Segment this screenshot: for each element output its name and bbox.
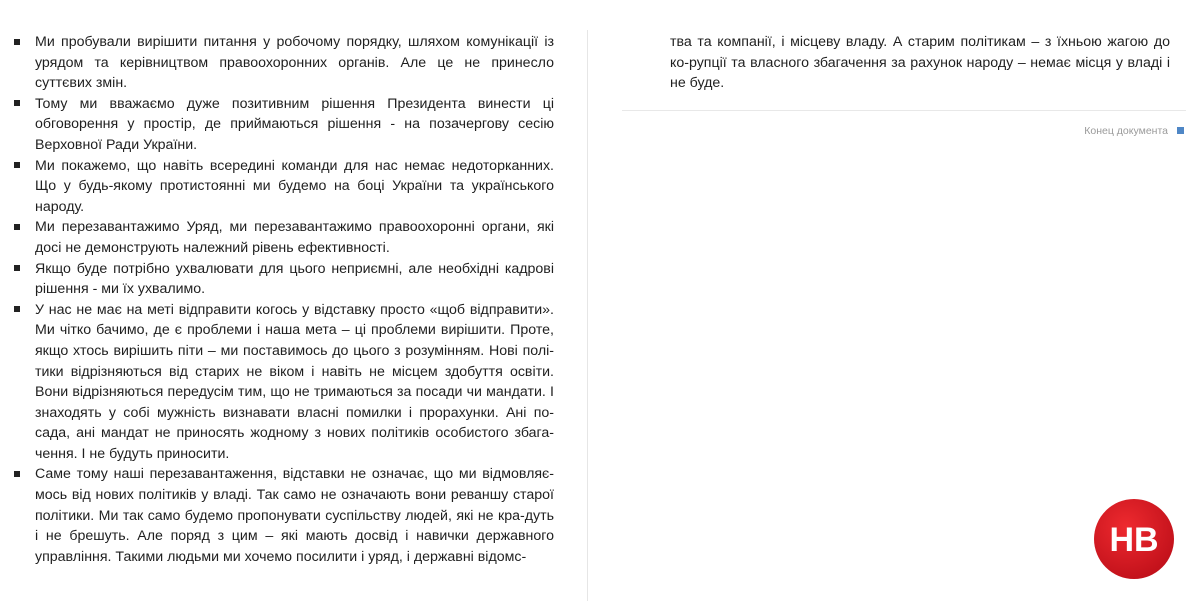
left-page: [0, 0, 588, 601]
end-of-document-label: Конец документа: [1084, 125, 1168, 137]
list-item: [14, 94, 554, 156]
list-item-text: Ми перезавантажимо Уряд, ми перезавантажимо правоохоронні органи, які досі не демонструють належний рівень ефективності.: [35, 219, 554, 256]
bullet-icon: [14, 224, 20, 230]
nv-logo: [1093, 498, 1175, 580]
bullet-icon: [14, 471, 20, 477]
end-marker-icon: [1177, 127, 1184, 134]
list-item: [14, 259, 554, 300]
list-item: [14, 32, 554, 94]
list-item-text: Ми покажемо, що навіть всередині команди для нас немає недоторканних. Що у будь-якому протистоянні ми будемо на боці України та українського народу.: [35, 157, 554, 215]
list-item-text: Саме тому наші перезавантаження, відставки не означає, що ми відмовляє-мось від нових політиків у владі. Так само не означають вони реваншу старої політики. Ми так само будемо пропонувати суспільству людей, які не кра-дуть і не брешуть. Але поряд з цим – які мають досвід і навички державного управління. Такими людьми ми хочемо посилити і уряд, і державні відомс-: [35, 466, 554, 565]
continuation-text: тва та компанії, і місцеву владу. А старим політикам – з їхньою жагою до ко-рупції та власного збагачення за рахунок народу – немає місця у владі і не буде.: [670, 34, 1170, 92]
list-item-text: Якщо буде потрібно ухвалювати для цього неприємні, але необхідні кадрові рішення - ми їх ухвалимо.: [35, 260, 554, 298]
list-item: [14, 300, 554, 465]
list-item-text: Ми пробували вирішити питання у робочому порядку, шляхом комунікації із урядом та керівництвом правоохоронних органів. Але це не принесло суттєвих змін.: [35, 34, 554, 92]
bullet-icon: [14, 39, 20, 45]
bullet-icon: [14, 306, 20, 312]
bullet-icon: [14, 100, 20, 106]
page-divider: [587, 30, 588, 601]
logo-text: НВ: [1109, 521, 1159, 559]
list-item: [14, 464, 554, 567]
bullet-list: [14, 32, 554, 567]
nv-logo-icon: [1093, 498, 1175, 580]
list-item-text: Тому ми вважаємо дуже позитивним рішення Президента винести ці обговорення у простір, де приймаються рішення - на позачергову сесію Верховної Ради України.: [35, 95, 554, 153]
bullet-icon: [14, 162, 20, 168]
list-item: [14, 156, 554, 218]
list-item: [14, 217, 554, 258]
list-item-text: У нас не має на меті відправити когось у відставку просто «щоб відправити». Ми чітко бачимо, де є проблеми і наша мета – ці проблеми вирішити. Проте, якщо хтось вирішить піти – ми поставимось до цього з розумінням. Нові полі-тики відрізняються від старих не віком і навіть не місцем здобуття освіти. Вони відрізняються передусім тим, що не тримаються за посади чи мандати. І знаходять у собі мужність визнавати власні помилки і прорахунки. Ані по-сада, ані мандат не приносять жодному з нових політиків особистого збага-чення. І не будуть приносити.: [35, 301, 554, 462]
bullet-icon: [14, 265, 20, 271]
end-divider: [622, 110, 1186, 111]
